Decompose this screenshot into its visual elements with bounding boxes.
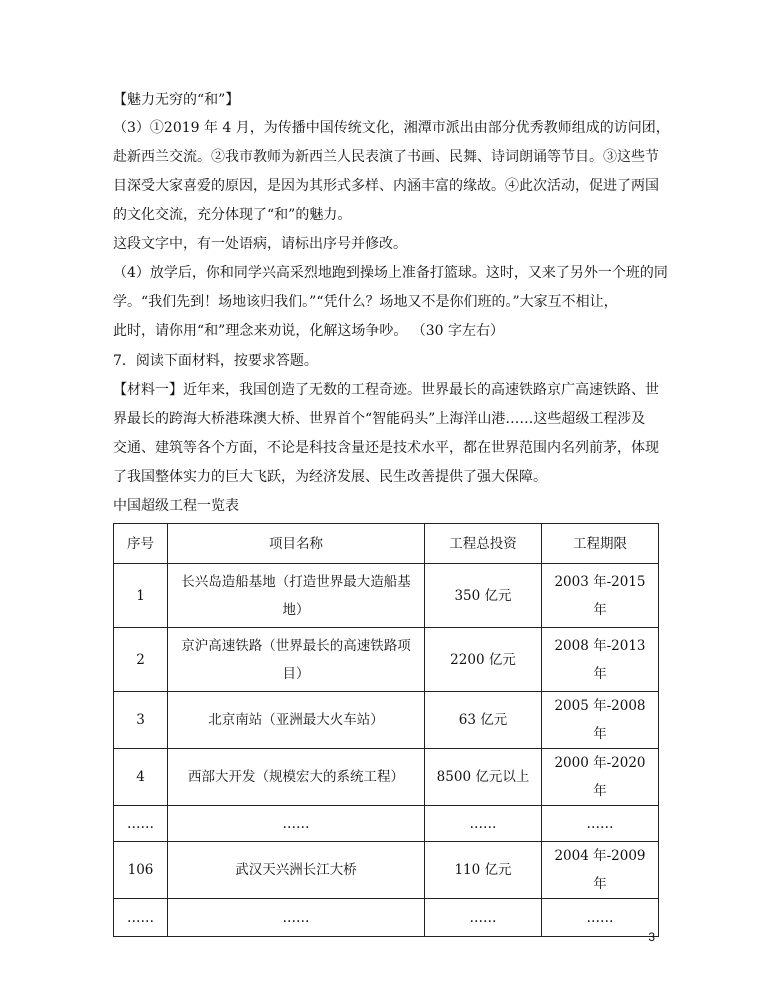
cell-period: 2005 年-2008 年: [542, 692, 659, 749]
table-row: [114, 692, 659, 749]
cell-period: 2003 年-2015 年: [542, 564, 659, 628]
table-header-row: [114, 524, 659, 564]
q3-line: 赴新西兰交流。②我市教师为新西兰人民表演了书画、民舞、诗词朗诵等节目。③这些节: [113, 149, 659, 165]
cell-investment: ……: [425, 899, 542, 937]
cell-name: ……: [168, 899, 425, 937]
cell-name: [168, 628, 425, 692]
table-row: [114, 842, 659, 899]
q3-line: 的文化交流，充分体现了“和”的魅力。: [113, 207, 352, 223]
cell-no: 4: [114, 749, 168, 806]
cell-period: 2008 年-2013 年: [542, 628, 659, 692]
cell-no: 1: [114, 564, 168, 628]
cell-name-line: 目）: [282, 665, 310, 682]
q3-line: （3）①2019 年 4 月，为传播中国传统文化，湘潭市派出由部分优秀教师组成的访问团，: [113, 120, 670, 136]
cell-investment: 350 亿元: [425, 564, 542, 628]
table-row: [114, 806, 659, 842]
cell-name: 北京南站（亚洲最大火车站）: [168, 692, 425, 749]
cell-period: 2004 年-2009 年: [542, 842, 659, 899]
cell-investment: 8500 亿元以上: [425, 749, 542, 806]
material1-line: 【材料一】近年来，我国创造了无数的工程奇迹。世界最长的高速铁路京广高速铁路、世: [113, 382, 659, 398]
cell-period: ……: [542, 899, 659, 937]
projects-table: [113, 523, 659, 937]
cell-investment: 2200 亿元: [425, 628, 542, 692]
material1-line: 了我国整体实力的巨大飞跃，为经济发展、民生改善提供了强大保障。: [113, 469, 547, 485]
cell-investment: 63 亿元: [425, 692, 542, 749]
table-caption: 中国超级工程一览表: [113, 498, 239, 514]
cell-no: 106: [114, 842, 168, 899]
header-period: 工程期限: [542, 524, 659, 564]
material1-line: 交通、建筑等各个方面，不论是科技含量还是技术水平，都在世界范围内名列前茅，体现: [113, 440, 659, 456]
page-number: 3: [648, 930, 655, 944]
cell-no: 2: [114, 628, 168, 692]
q7-title: 7．阅读下面材料，按要求答题。: [113, 353, 318, 369]
cell-name: 武汉天兴洲长江大桥: [168, 842, 425, 899]
table-row: [114, 628, 659, 692]
q4-line: 学。“我们先到！场地该归我们。”“凭什么？场地又不是你们班的。”大家互不相让，: [113, 294, 618, 310]
cell-name-line: 京沪高速铁路（世界最长的高速铁路项: [181, 637, 411, 654]
q3-line: 这段文字中，有一处语病，请标出序号并修改。: [113, 236, 407, 252]
cell-no: ……: [114, 899, 168, 937]
cell-name: 西部大开发（规模宏大的系统工程）: [168, 749, 425, 806]
section-heading: 【魅力无穷的“和”】: [113, 92, 240, 108]
table-row: [114, 564, 659, 628]
header-no: 序号: [114, 524, 168, 564]
q4-line: 此时，请你用“和”理念来劝说，化解这场争吵。 （30 字左右）: [113, 323, 505, 339]
cell-name: ……: [168, 806, 425, 842]
q3-line: 目深受大家喜爱的原因，是因为其形式多样、内涵丰富的缘故。④此次活动，促进了两国: [113, 178, 659, 194]
cell-no: ……: [114, 806, 168, 842]
table-row: [114, 749, 659, 806]
header-investment: 工程总投资: [425, 524, 542, 564]
material1-line: 界最长的跨海大桥港珠澳大桥、世界首个“智能码头”上海洋山港……这些超级工程涉及: [113, 411, 646, 427]
cell-period: ……: [542, 806, 659, 842]
table-row: [114, 899, 659, 937]
q4-line: （4）放学后，你和同学兴高采烈地跑到操场上准备打篮球。这时，又来了另外一个班的同: [113, 265, 668, 281]
header-name: 项目名称: [168, 524, 425, 564]
cell-investment: 110 亿元: [425, 842, 542, 899]
cell-name: [168, 564, 425, 628]
cell-period: 2000 年-2020 年: [542, 749, 659, 806]
cell-name-line: 长兴岛造船基地（打造世界最大造船基: [181, 573, 411, 590]
cell-investment: ……: [425, 806, 542, 842]
cell-name-line: 地）: [282, 601, 310, 618]
cell-no: 3: [114, 692, 168, 749]
